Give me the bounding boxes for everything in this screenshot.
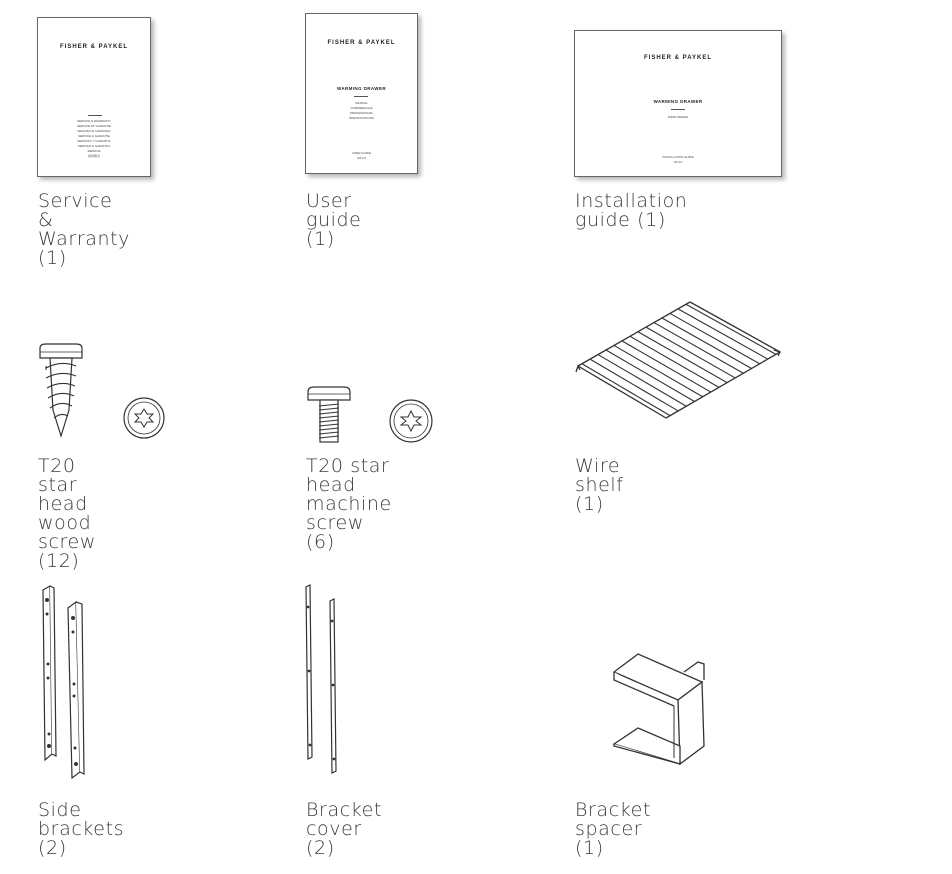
booklet-subtitle: WD60 SERIES bbox=[667, 115, 689, 119]
shelf-rod bbox=[678, 309, 768, 359]
booklet-line: PROFESSIONAL bbox=[349, 111, 374, 115]
machine-screw-caption: T20 star head machine screw (6) bbox=[306, 455, 392, 553]
user-guide-caption: User guide (1) bbox=[306, 190, 362, 250]
installation-guide-caption: Installation guide (1) bbox=[575, 190, 688, 231]
booklet-footer bbox=[306, 151, 417, 161]
shelf-rod bbox=[662, 318, 752, 369]
booklet-language-list bbox=[38, 119, 150, 159]
booklet-rule bbox=[354, 96, 368, 97]
booklet-title: WARMING DRAWER bbox=[336, 86, 387, 91]
side-brackets-icon bbox=[38, 584, 98, 784]
bracket-cover-caption: Bracket cover (2) bbox=[306, 799, 383, 859]
wire-shelf-caption: Wire shelf (1) bbox=[575, 455, 624, 515]
service-warranty-caption: Service & Warranty (1) bbox=[38, 190, 131, 269]
service-warranty-booklet-icon bbox=[37, 17, 151, 177]
booklet-language-line: SERVIZIO E GARANZIA bbox=[77, 129, 111, 133]
booklet-language-line: SERVICE & GARANTIE bbox=[77, 134, 111, 138]
installation-guide-booklet-icon bbox=[574, 30, 782, 177]
shelf-rod bbox=[670, 313, 760, 363]
booklet-footer-line: INSTALLATION GUIDE bbox=[662, 155, 694, 159]
bracket-cover-icon bbox=[302, 585, 342, 775]
booklet-language-line: SERVICE bbox=[87, 149, 101, 153]
wood-screw-caption: T20 star head wood screw (12) bbox=[38, 455, 96, 572]
booklet-line-list bbox=[306, 101, 417, 121]
booklet-footer-line: NZ AU bbox=[673, 160, 683, 164]
booklet-language-line: SERVICE & WARRANTY bbox=[77, 119, 111, 123]
booklet-footer-line: NZ AU bbox=[357, 156, 366, 160]
user-guide-booklet-icon bbox=[305, 13, 418, 174]
star-head-top-view-icon bbox=[388, 398, 434, 444]
booklet-brand: FISHER & PAYKEL bbox=[59, 44, 128, 50]
booklet-brand: FISHER & PAYKEL bbox=[327, 40, 396, 46]
booklet-line: MANUAL bbox=[355, 101, 368, 105]
side-brackets-caption: Side brackets (2) bbox=[38, 799, 125, 859]
bracket-spacer-caption: Bracket spacer (1) bbox=[575, 799, 652, 859]
wire-shelf-icon bbox=[574, 294, 784, 424]
star-head-top-view-icon bbox=[122, 396, 166, 440]
shelf-rod bbox=[686, 304, 776, 354]
booklet-footer bbox=[575, 155, 781, 165]
booklet-rule bbox=[671, 109, 685, 110]
machine-screw-icon bbox=[306, 384, 356, 444]
booklet-footer-line: USER GUIDE bbox=[352, 151, 371, 155]
wood-screw-icon bbox=[36, 340, 96, 440]
bracket-spacer-icon bbox=[608, 650, 718, 770]
booklet-title: WARMING DRAWER bbox=[653, 99, 703, 104]
booklet-language-line: SERVICE ET GARANTIE bbox=[77, 124, 111, 128]
booklet-language-line: 保修服务 bbox=[87, 154, 100, 158]
booklet-brand: FISHER & PAYKEL bbox=[643, 55, 712, 61]
booklet-language-line: SERVICIO Y GARANTIA bbox=[77, 139, 111, 143]
booklet-language-line: SERVIÇO E GARANTIA bbox=[77, 144, 111, 148]
booklet-line: COMMERCIALE bbox=[350, 106, 373, 110]
booklet-line: SPECIFICATIONS bbox=[349, 116, 374, 120]
booklet-rule bbox=[88, 115, 102, 116]
